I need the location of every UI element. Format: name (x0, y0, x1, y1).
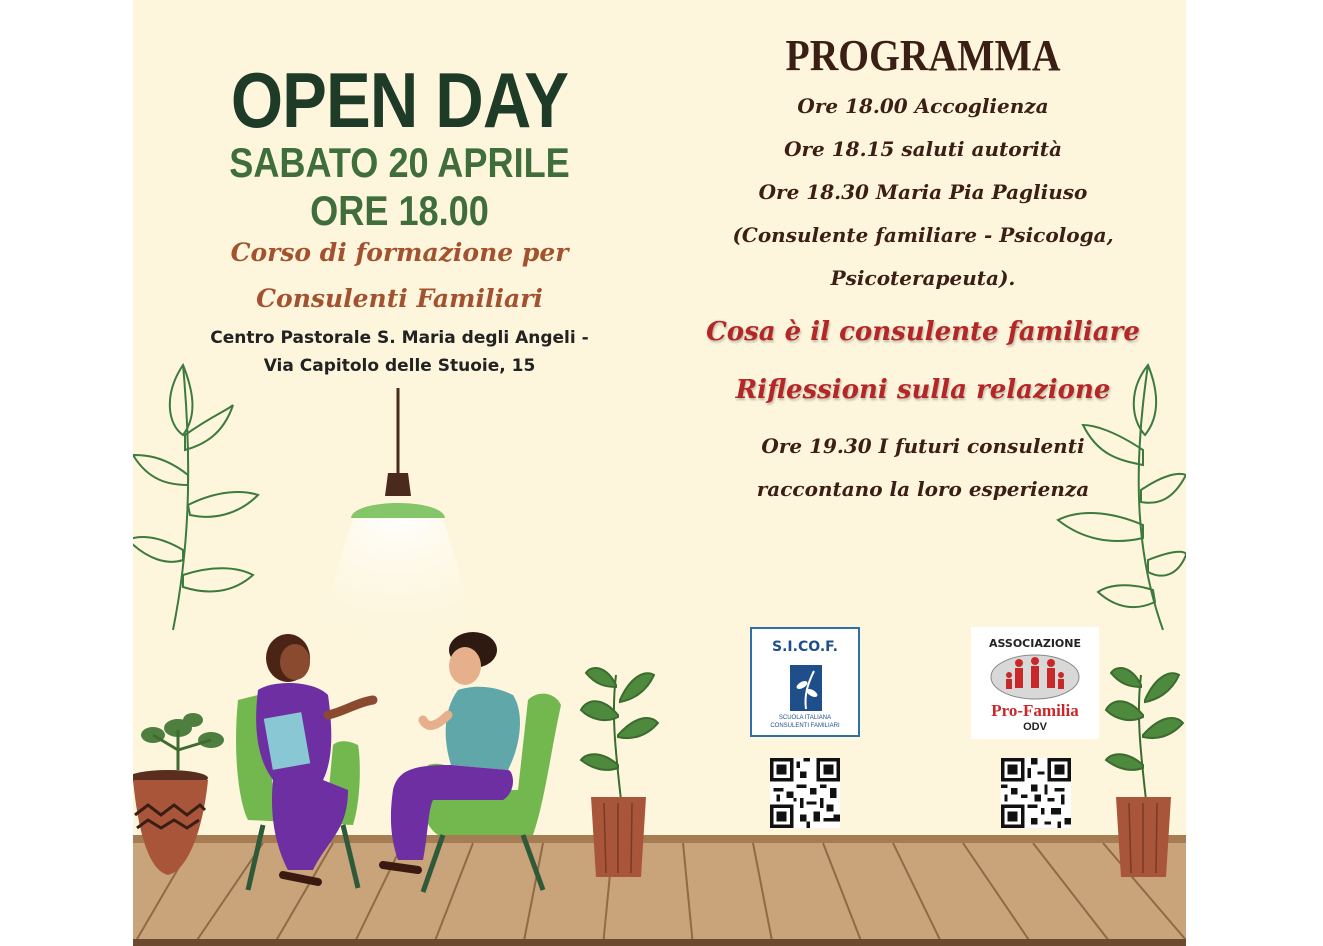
program-closing: Ore 19.30 I futuri consulenti (761, 434, 1085, 458)
course-title-line1: Corso di formazione per (230, 238, 569, 267)
profamilia-top: ASSOCIAZIONE (988, 637, 1082, 650)
potted-plant-left (133, 710, 228, 880)
program-item: Ore 18.15 saluti autorità (784, 137, 1062, 161)
leaf-branch-left (133, 355, 273, 635)
program-item: Psicoterapeuta). (830, 266, 1016, 290)
program-title: PROGRAMMA (785, 31, 1061, 80)
sicof-name: S.I.CO.F. (772, 639, 838, 655)
sicof-caption: CONSULENTI FAMILIARI (770, 723, 840, 729)
profamilia-sub: ODV (1023, 721, 1047, 733)
qr-code-profamilia[interactable] (1001, 758, 1071, 828)
address-line2: Via Capitolo delle Stuoie, 15 (263, 356, 536, 376)
address-line1: Centro Pastorale S. Maria degli Angeli - (210, 328, 589, 348)
program-highlight: Cosa è il consulente familiare (706, 317, 1140, 347)
potted-plant-middle (576, 655, 666, 880)
program-highlight: Riflessioni sulla relazione (735, 375, 1111, 405)
lamp (313, 388, 483, 648)
program-item: Ore 18.30 Maria Pia Pagliuso (758, 180, 1088, 204)
counseling-illustration (233, 630, 568, 895)
sicof-emblem (790, 665, 822, 711)
program-item: Ore 18.00 Accoglienza (797, 94, 1049, 118)
event-date: SABATO 20 APRILE (229, 139, 570, 186)
event-title: OPEN DAY (230, 56, 569, 144)
sicof-caption: SCUOLA ITALIANA (778, 715, 832, 721)
program-closing: raccontano la loro esperienza (756, 477, 1090, 501)
profamilia-logo (971, 627, 1099, 739)
event-time: ORE 18.00 (310, 187, 489, 234)
program-item: (Consulente familiare - Psicologa, (732, 223, 1114, 247)
qr-code-sicof[interactable] (770, 758, 840, 828)
family-emblem (989, 651, 1081, 703)
poster (133, 0, 1186, 946)
sicof-logo (750, 627, 860, 737)
course-title-line2: Consulenti Familiari (256, 284, 543, 313)
potted-plant-right (1101, 655, 1186, 880)
profamilia-name: Pro-Familia (991, 701, 1079, 720)
